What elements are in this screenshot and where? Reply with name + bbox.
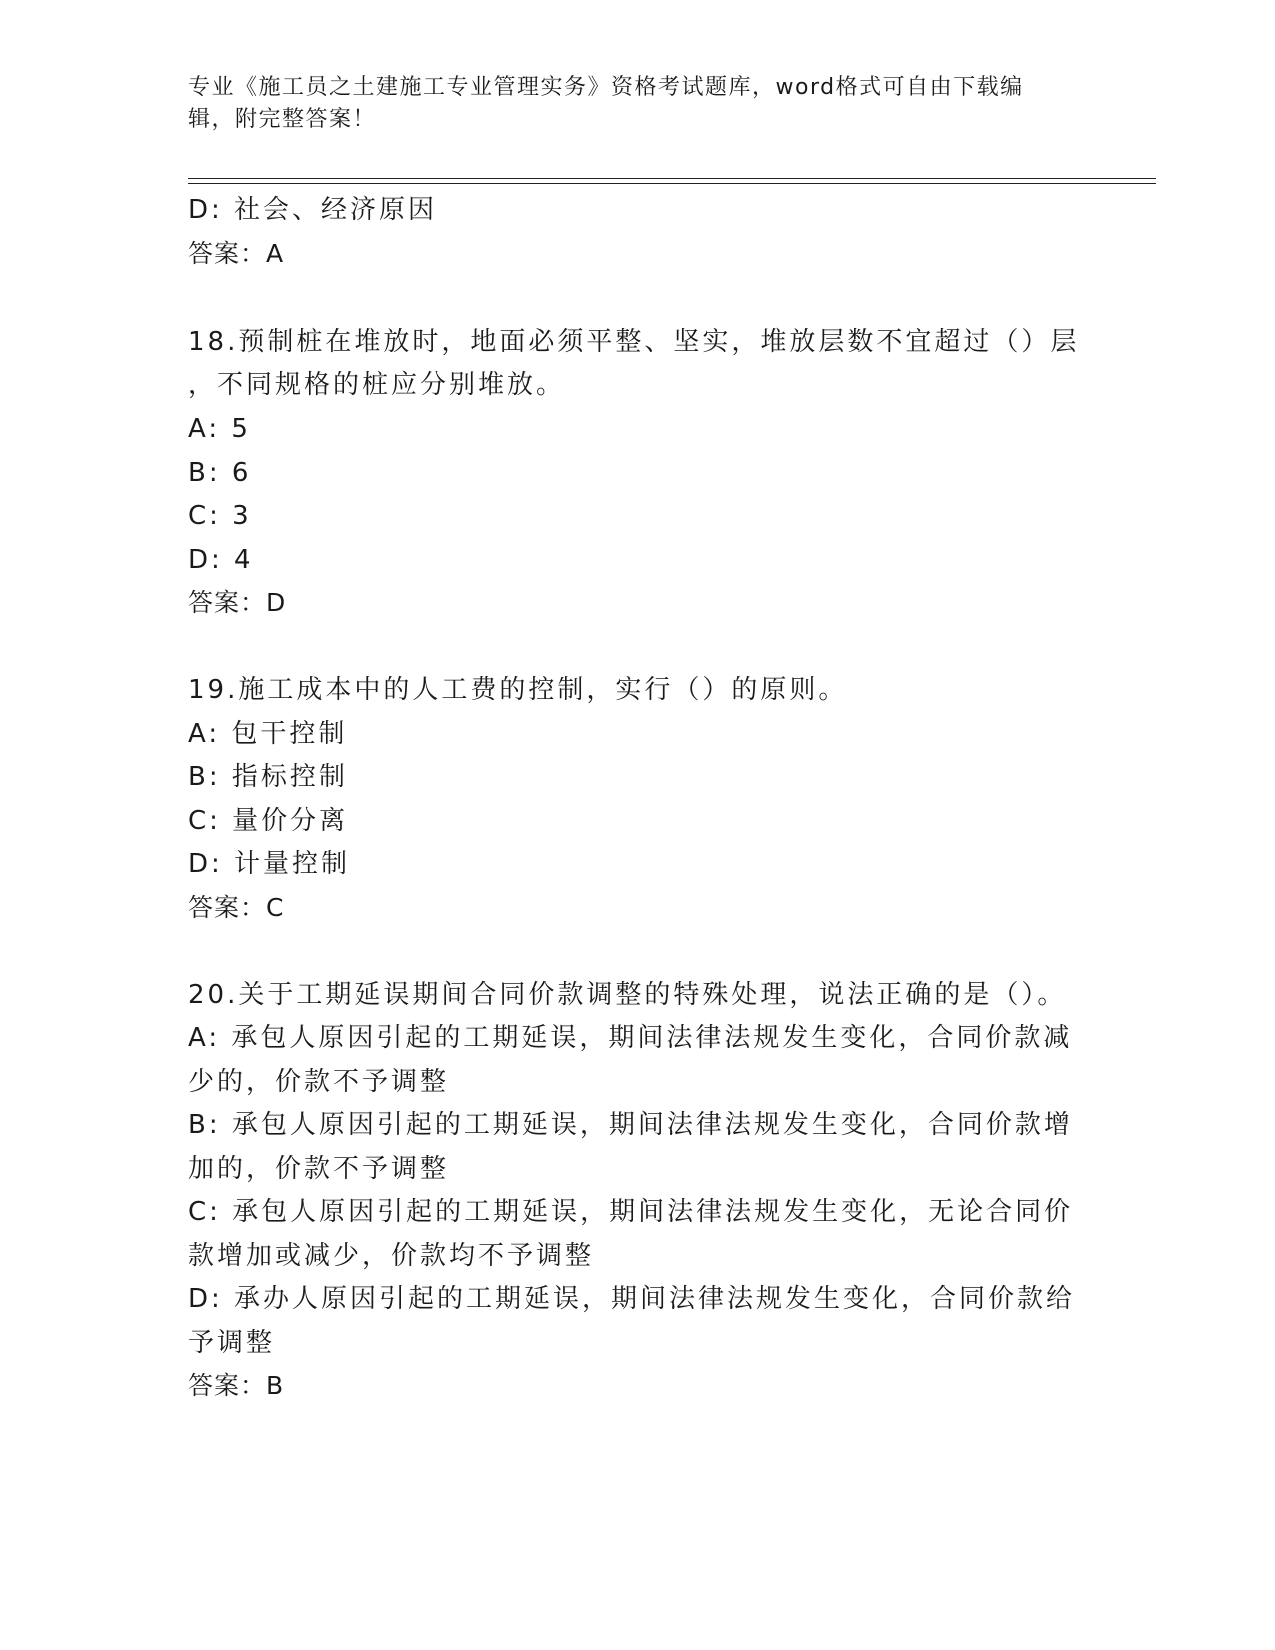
- q18-option-d: D: 4: [188, 545, 254, 575]
- header-divider-top: [188, 178, 1156, 179]
- q20-option-d-line-2: 予调整: [188, 1328, 276, 1358]
- header-line-1: 专业《施工员之土建施工专业管理实务》资格考试题库，word格式可自由下载编: [188, 75, 1024, 100]
- q20-stem: 20.关于工期延误期间合同价款调整的特殊处理，说法正确的是（）。: [188, 980, 1067, 1010]
- q20-option-b-line-1: B: 承包人原因引起的工期延误，期间法律法规发生变化，合同价款增: [188, 1110, 1073, 1140]
- document-header-note: [188, 72, 1068, 136]
- header-divider-bottom: [188, 183, 1156, 184]
- prev-option-d: D: 社会、经济原因: [188, 195, 438, 225]
- q20-option-b-line-2: 加的，价款不予调整: [188, 1154, 450, 1184]
- q18-option-b: B: 6: [188, 458, 252, 488]
- q18-answer: 答案：D: [188, 588, 287, 617]
- q20-option-c-line-2: 款增加或减少，价款均不予调整: [188, 1241, 595, 1271]
- q19-answer: 答案：C: [188, 893, 285, 922]
- q18-option-c: C: 3: [188, 501, 252, 531]
- prev-answer: 答案：A: [188, 239, 285, 268]
- q20-option-d-line-1: D: 承办人原因引起的工期延误，期间法律法规发生变化，合同价款给: [188, 1284, 1076, 1314]
- q20-option-c-line-1: C: 承包人原因引起的工期延误，期间法律法规发生变化，无论合同价: [188, 1197, 1074, 1227]
- q18-option-a: A: 5: [188, 414, 251, 444]
- q19-option-b: B: 指标控制: [188, 762, 348, 792]
- header-line-2: 辑，附完整答案！: [188, 107, 377, 132]
- q19-option-c: C: 量价分离: [188, 806, 349, 836]
- q20-answer: 答案：B: [188, 1371, 285, 1400]
- q18-stem-line-1: 18.预制桩在堆放时，地面必须平整、坚实，堆放层数不宜超过（）层: [188, 327, 1080, 357]
- q19-option-a: A: 包干控制: [188, 719, 348, 749]
- q20-option-a-line-1: A: 承包人原因引起的工期延误，期间法律法规发生变化，合同价款减: [188, 1023, 1073, 1053]
- q20-option-a-line-2: 少的，价款不予调整: [188, 1067, 450, 1097]
- q19-stem: 19.施工成本中的人工费的控制，实行（）的原则。: [188, 675, 848, 705]
- q18-stem-line-2: ，不同规格的桩应分别堆放。: [188, 370, 566, 400]
- q19-option-d: D: 计量控制: [188, 849, 351, 879]
